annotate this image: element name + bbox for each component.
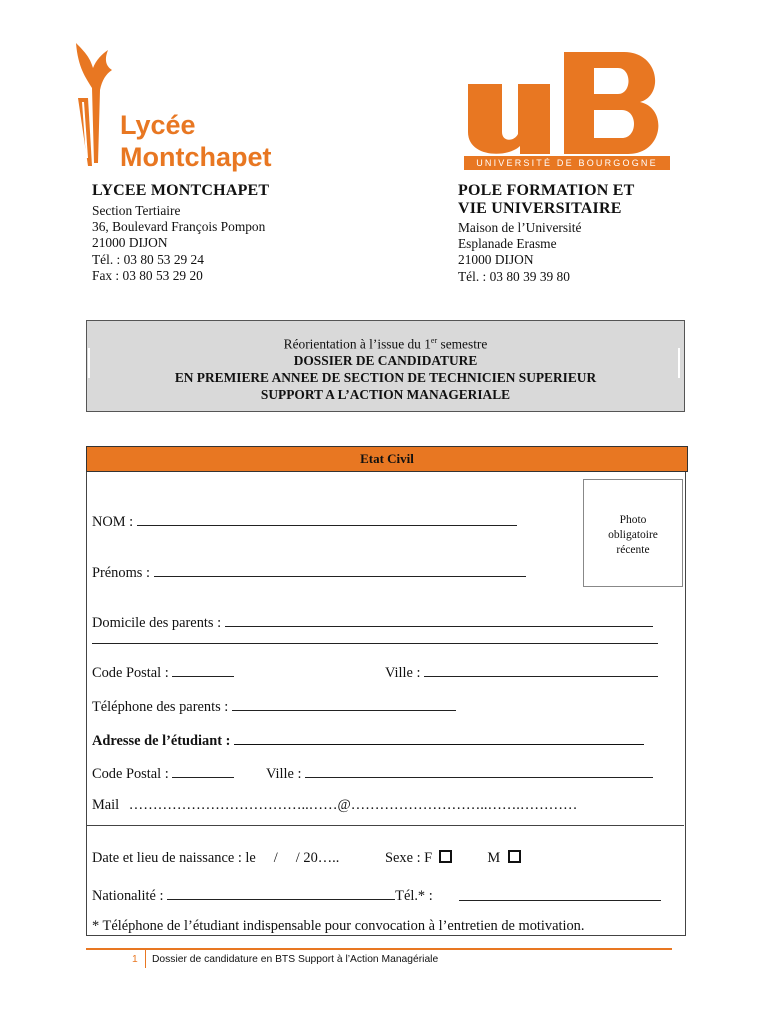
footer-page-number: 1 <box>132 954 138 965</box>
nom-label: NOM : <box>92 514 134 530</box>
prenoms-field[interactable] <box>154 562 526 577</box>
telephone-note: * Téléphone de l’étudiant indispensable pour convocation à l’entretien de motivation. <box>92 918 585 934</box>
footer-rule <box>86 948 672 950</box>
adresse-etudiant-label: Adresse de l’étudiant : <box>92 733 231 749</box>
mail-row <box>92 797 577 814</box>
title-box-left-mark <box>88 348 90 378</box>
domicile-field-line2[interactable] <box>92 631 658 644</box>
title-line1 <box>87 332 684 352</box>
telephone-parents-label: Téléphone des parents : <box>92 699 229 715</box>
sexe-m-checkbox[interactable] <box>508 850 521 863</box>
nom-field[interactable] <box>137 511 517 526</box>
title-line2: DOSSIER DE CANDIDATURE <box>293 353 478 369</box>
telephone-parents-field[interactable] <box>232 696 456 711</box>
sexe-f-checkbox[interactable] <box>439 850 452 863</box>
adresse-etudiant-row <box>92 730 644 750</box>
ub-logo-letters <box>464 48 670 156</box>
right-address-title2: VIE UNIVERSITAIRE <box>458 200 622 217</box>
photo-line: obligatoire <box>608 529 658 541</box>
form-header: Etat Civil <box>86 446 688 472</box>
mail-label: Mail <box>92 797 120 813</box>
right-address-line: Maison de l’Université <box>458 220 582 235</box>
lycee-logo-line1: Lycée <box>120 110 196 140</box>
ub-logo <box>464 48 670 172</box>
sexe-f-label: Sexe : F <box>385 850 433 866</box>
right-address-line: Tél. : 03 80 39 39 80 <box>458 268 570 284</box>
code-postal-label: Code Postal : <box>92 665 169 681</box>
lycee-montchapet-logo <box>68 38 308 178</box>
domicile-row <box>92 612 653 632</box>
prenoms-label: Prénoms : <box>92 565 150 581</box>
right-address-title1: POLE FORMATION ET <box>458 182 635 199</box>
sexe-row <box>385 850 521 867</box>
ville2-label: Ville : <box>266 766 302 782</box>
right-address <box>458 182 698 285</box>
code-postal2-field[interactable] <box>172 763 234 778</box>
left-address-line: 21000 DIJON <box>92 235 168 251</box>
flame-icon <box>68 38 128 173</box>
telephone-parents-row <box>92 696 456 716</box>
code-postal2-label: Code Postal : <box>92 766 169 782</box>
domicile-label: Domicile des parents : <box>92 615 222 631</box>
form-separator <box>86 825 684 826</box>
title-line3: EN PREMIERE ANNEE DE SECTION DE TECHNICIEN SUPERIEUR <box>174 370 597 386</box>
naissance-label[interactable]: Date et lieu de naissance : le / / 20….. <box>92 850 340 866</box>
ub-logo-band: UNIVERSITÉ DE BOURGOGNE <box>464 156 670 170</box>
left-address-line: 36, Boulevard François Pompon <box>92 219 266 235</box>
right-address-line: Esplanade Erasme <box>458 236 557 252</box>
left-address-line: Tél. : 03 80 53 29 24 <box>92 251 204 267</box>
tel-field[interactable] <box>459 886 661 901</box>
lycee-logo-line2: Montchapet <box>120 142 272 172</box>
naissance-row <box>92 850 339 867</box>
left-address <box>92 182 412 284</box>
ville2-field[interactable] <box>305 763 653 778</box>
title-box-right-mark <box>678 348 680 378</box>
footer-text: Dossier de candidature en BTS Support à l’Action Managériale <box>152 954 439 965</box>
code-postal-field[interactable] <box>172 662 234 677</box>
mail-field-user[interactable]: ………………………………..…… <box>128 797 338 813</box>
photo-placeholder[interactable] <box>583 479 683 587</box>
nationalite-row <box>92 885 433 905</box>
title-line4: SUPPORT A L’ACTION MANAGERIALE <box>260 387 511 403</box>
photo-line: Photo <box>619 514 647 526</box>
nationalite-label: Nationalité : <box>92 888 164 904</box>
title-line1-post: semestre <box>437 336 488 352</box>
domicile-field[interactable] <box>225 612 653 627</box>
right-address-line: 21000 DIJON <box>458 252 534 268</box>
tel-label: Tél.* : <box>395 888 433 904</box>
mail-field-domain[interactable]: ………………………..…….………… <box>350 797 578 813</box>
code-postal-row <box>92 662 234 682</box>
title-box <box>86 320 685 412</box>
code-postal2-row <box>92 763 234 783</box>
mail-at: @ <box>337 797 351 813</box>
title-line1-sup: er <box>430 336 438 345</box>
left-address-line: Section Tertiaire <box>92 203 181 218</box>
photo-line: récente <box>616 544 650 556</box>
adresse-etudiant-field[interactable] <box>234 730 644 745</box>
ville-row <box>385 662 658 682</box>
prenoms-row <box>92 562 526 582</box>
ville-label: Ville : <box>385 665 421 681</box>
ville-field[interactable] <box>424 662 658 677</box>
ville2-row <box>266 763 653 783</box>
footer-divider <box>145 950 146 968</box>
left-address-title: LYCEE MONTCHAPET <box>92 182 270 199</box>
nationalite-field[interactable] <box>167 885 395 900</box>
nom-row <box>92 511 517 531</box>
title-line1-pre: Réorientation à l’issue du 1 <box>283 336 431 352</box>
sexe-m-label: M <box>487 850 501 866</box>
left-address-line: Fax : 03 80 53 29 20 <box>92 267 203 283</box>
